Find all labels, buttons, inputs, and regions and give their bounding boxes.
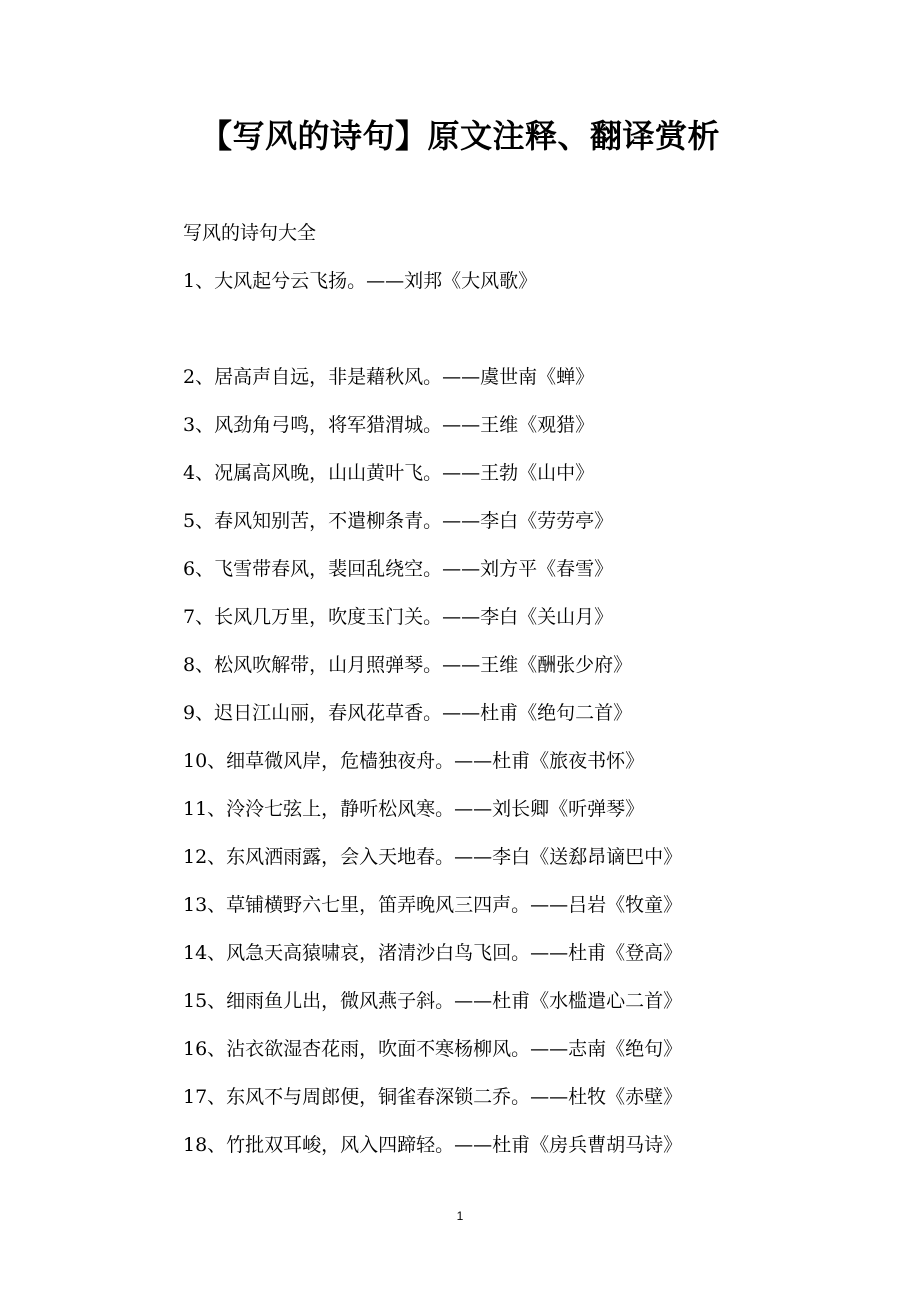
list-item: 15、细雨鱼儿出，微风燕子斜。——杜甫《水槛遣心二首》 [183,990,683,1012]
list-item: 6、飞雪带春风，裴回乱绕空。——刘方平《春雪》 [183,558,614,580]
page-title: 【写风的诗句】原文注释、翻译赏析 [199,117,720,155]
section-subtitle: 写风的诗句大全 [183,222,317,244]
list-item: 8、松风吹解带，山月照弹琴。——王维《酬张少府》 [183,654,633,676]
list-item: 9、迟日江山丽，春风花草香。——杜甫《绝句二首》 [183,702,633,724]
list-item: 2、居高声自远，非是藉秋风。——虞世南《蝉》 [183,366,595,388]
list-item: 4、况属高风晚，山山黄叶飞。——王勃《山中》 [183,462,595,484]
list-item: 11、泠泠七弦上，静听松风寒。——刘长卿《听弹琴》 [183,798,645,820]
list-item: 14、风急天高猿啸哀，渚清沙白鸟飞回。——杜甫《登高》 [183,942,683,964]
list-item: 10、细草微风岸，危樯独夜舟。——杜甫《旅夜书怀》 [183,750,645,772]
list-item: 12、东风洒雨露，会入天地春。——李白《送郄昂谪巴中》 [183,846,683,868]
list-item: 18、竹批双耳峻，风入四蹄轻。——杜甫《房兵曹胡马诗》 [183,1134,683,1156]
list-item: 1、大风起兮云飞扬。——刘邦《大风歌》 [183,270,538,292]
list-item: 3、风劲角弓鸣，将军猎渭城。——王维《观猎》 [183,414,595,436]
list-item: 5、春风知别苦，不遣柳条青。——李白《劳劳亭》 [183,510,614,532]
list-item: 7、长风几万里，吹度玉门关。——李白《关山月》 [183,606,614,628]
page-number: 1 [456,1209,464,1223]
list-item: 13、草铺横野六七里，笛弄晚风三四声。——吕岩《牧童》 [183,894,683,916]
list-item: 16、沾衣欲湿杏花雨，吹面不寒杨柳风。——志南《绝句》 [183,1038,683,1060]
list-item: 17、东风不与周郎便，铜雀春深锁二乔。——杜牧《赤壁》 [183,1086,683,1108]
